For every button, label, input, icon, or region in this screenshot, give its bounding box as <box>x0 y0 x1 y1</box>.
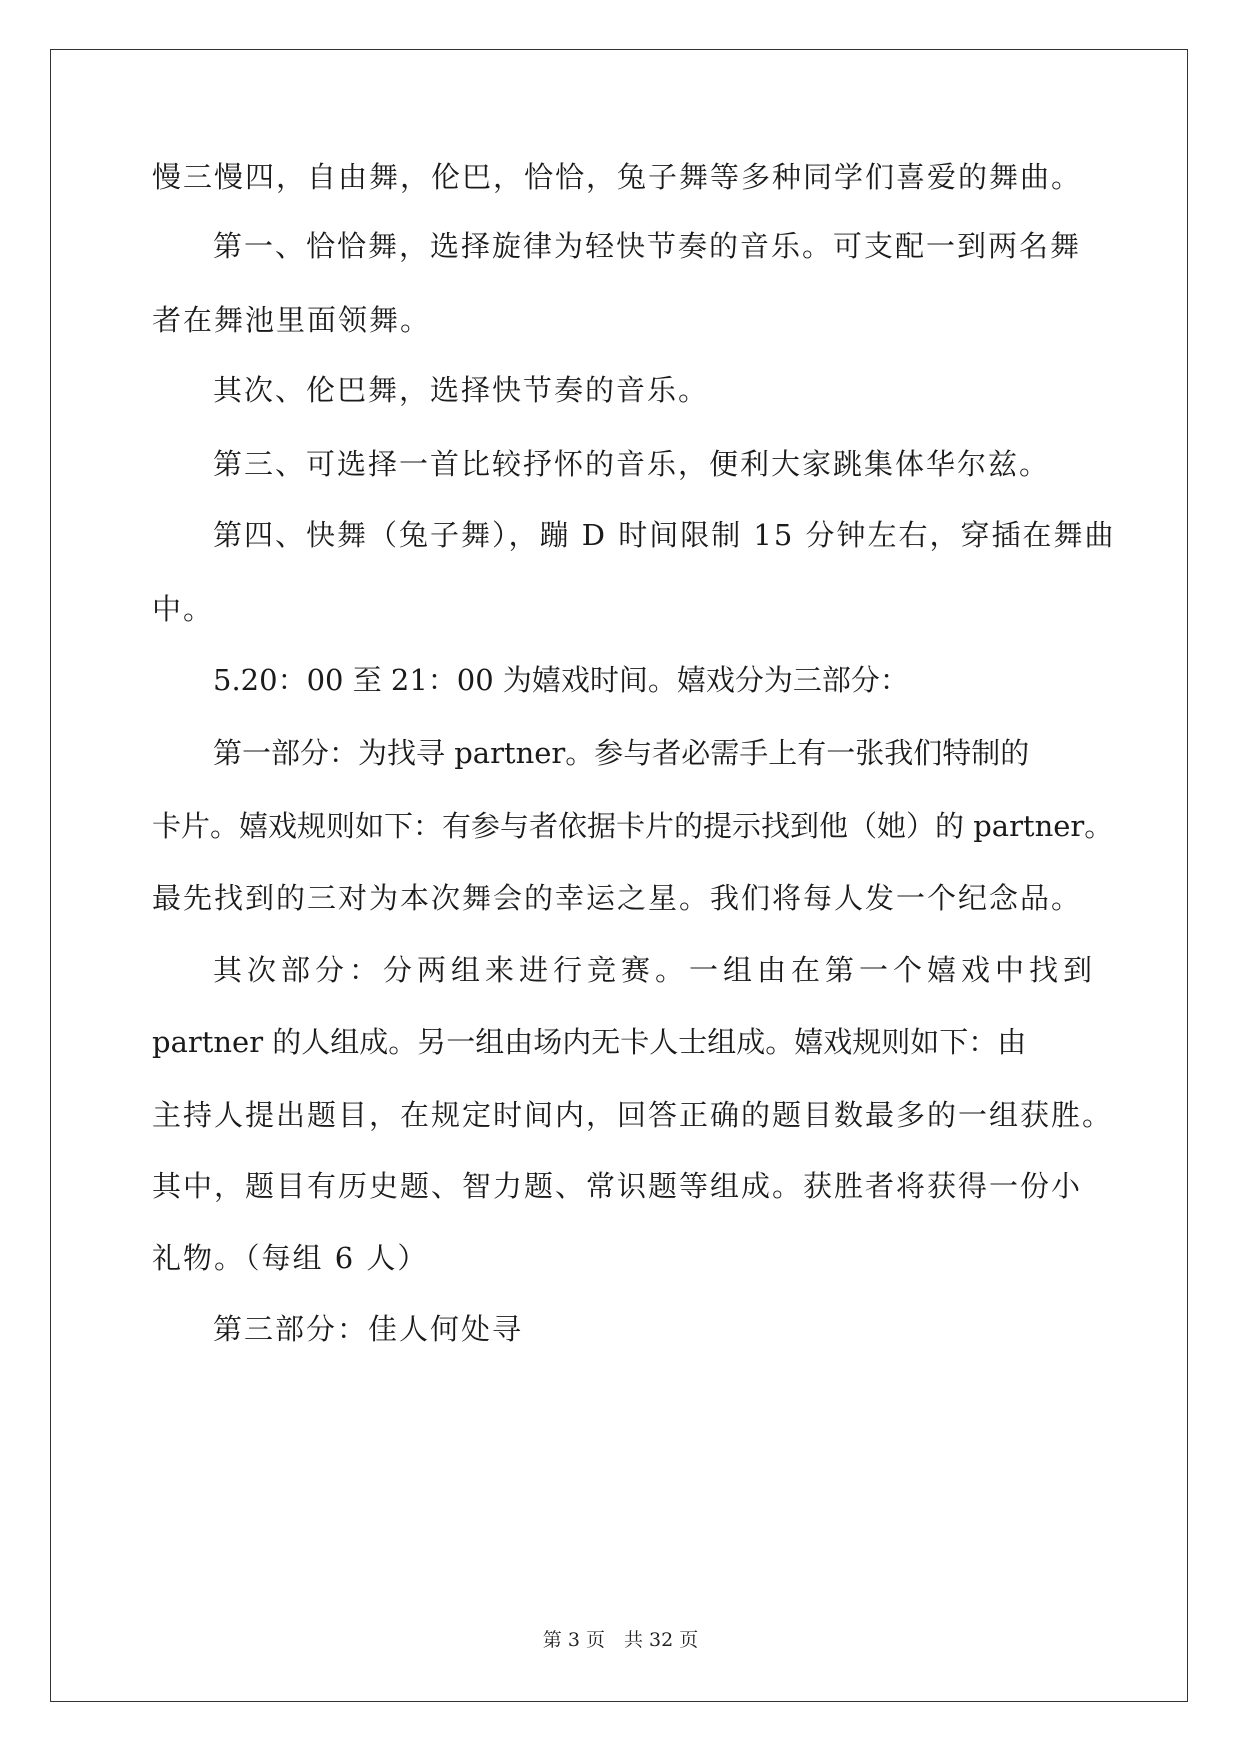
text-line-2: 第一、恰恰舞，选择旋律为轻快节奏的音乐。可支配一到两名舞 <box>213 229 1082 263</box>
text-line-6: 第四、快舞（兔子舞），蹦 D 时间限制 15 分钟左右，穿插在舞曲 <box>213 518 1116 552</box>
text-line-10: 卡片。嬉戏规则如下：有参与者依据卡片的提示找到他（她）的 partner。 <box>152 809 1114 843</box>
text-line-14: 主持人提出题目，在规定时间内，回答正确的题目数最多的一组获胜。 <box>152 1098 1114 1132</box>
text-line-16: 礼物。（每组 6 人） <box>152 1241 429 1275</box>
text-line-15: 其中，题目有历史题、智力题、常识题等组成。获胜者将获得一份小 <box>152 1169 1083 1203</box>
text-line-1: 慢三慢四，自由舞，伦巴，恰恰，兔子舞等多种同学们喜爱的舞曲。 <box>152 160 1083 194</box>
text-line-17: 第三部分：佳人何处寻 <box>213 1312 524 1346</box>
text-line-3: 者在舞池里面领舞。 <box>152 303 432 337</box>
page-border <box>50 49 1188 1702</box>
page-number-footer: 第 3 页 共 32 页 <box>542 1629 699 1651</box>
text-line-5: 第三、可选择一首比较抒怀的音乐，便利大家跳集体华尔兹。 <box>213 447 1051 481</box>
text-line-11: 最先找到的三对为本次舞会的幸运之星。我们将每人发一个纪念品。 <box>152 881 1083 915</box>
text-line-12: 其次部分：分两组来进行竞赛。一组由在第一个嬉戏中找到 <box>213 953 1098 987</box>
text-line-7: 中。 <box>152 592 215 626</box>
text-line-8: 5.20：00 至 21：00 为嬉戏时间。嬉戏分为三部分： <box>213 663 909 697</box>
text-line-4: 其次、伦巴舞，选择快节奏的音乐。 <box>213 373 710 407</box>
text-line-9: 第一部分：为找寻 partner。参与者必需手上有一张我们特制的 <box>213 736 1030 770</box>
text-line-13: partner 的人组成。另一组由场内无卡人士组成。嬉戏规则如下：由 <box>152 1025 1027 1059</box>
